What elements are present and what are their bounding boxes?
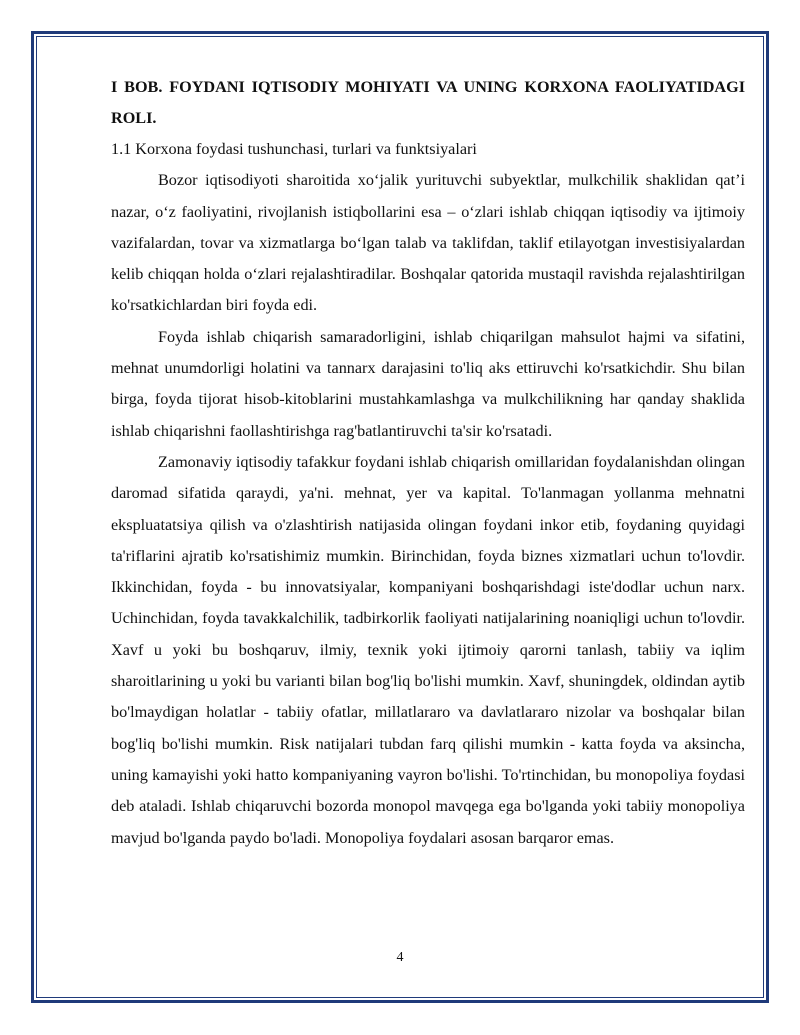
page-number: 4	[396, 950, 404, 965]
paragraph-1: Bozor iqtisodiyoti sharoitida xo‘jalik yurituvchi subyektlar, mulkchilik shaklidan qat’i nazar, o‘z faoliyatini, rivojlanish istiqbollarini esa – o‘zlari ishlab chiqqan iqtisodiy va ijtimoiy vazifalardan, tovar va xizmatlarga bo‘lgan talab va taklifdan, taklif etilayotgan investisiyalardan kelib chiqqan holda o‘zlari rejalashtiradilar. Boshqalar qatorida mustaqil ravishda rejalashtirilgan ko'rsatkichlardan biri foyda edi.	[111, 171, 745, 315]
chapter-title: I BOB. FOYDANI IQTISODIY MOHIYATI VA UNING KORXONA FAOLIYATIDAGI ROLI.	[111, 78, 745, 127]
section-title: 1.1 Korxona foydasi tushunchasi, turlari va funktsiyalari	[111, 140, 477, 158]
page-content	[111, 72, 745, 854]
paragraph-2: Foyda ishlab chiqarish samaradorligini, ishlab chiqarilgan mahsulot hajmi va sifatini, mehnat unumdorligi holatini va tannarx darajasini to'liq aks ettiruvchi ko'rsatkichdir. Shu bilan birga, foyda tijorat hisob-kitoblarini mustahkamlashga va mulkchilikning har qanday shaklida ishlab chiqarishni faollashtirishga rag'batlantiruvchi ta'sir ko'rsatadi.	[111, 327, 745, 440]
paragraph-3: Zamonaviy iqtisodiy tafakkur foydani ishlab chiqarish omillaridan foydalanishdan olingan daromad sifatida qaraydi, ya'ni. mehnat, yer va kapital. To'lanmagan yollanma mehnatni ekspluatatsiya qilish va o'zlashtirish natijasida olingan foydani inkor etib, foydaning quyidagi ta'riflarini ajratib ko'rsatishimiz mumkin. Birinchidan, foyda biznes xizmatlari uchun to'lovdir. Ikkinchidan, foyda - bu innovatsiyalar, kompaniyani boshqarishdagi iste'dodlar uchun narx. Uchinchidan, foyda tavakkalchilik, tadbirkorlik faoliyati natijalarining noaniqligi uchun to'lovdir. Xavf u yoki bu boshqaruv, ilmiy, texnik yoki ijtimoiy qarorni tanlash, tabiiy va iqlim sharoitlarining u yoki bu varianti bilan bog'liq bo'lishi mumkin. Xavf, shuningdek, oldindan aytib bo'lmaydigan holatlar - tabiiy ofatlar, millatlararo va davlatlararo nizolar va boshqalar bilan bog'liq bo'lishi mumkin. Risk natijalari tubdan farq qilishi mumkin - katta foyda va aksincha, uning kamayishi yoki hatto kompaniyaning vayron bo'lishi. To'rtinchidan, bu monopoliya foydasi deb ataladi. Ishlab chiqaruvchi bozorda monopol mavqega ega bo'lganda yoki tabiiy monopoliya mavjud bo'lganda paydo bo'ladi. Monopoliya foydalari asosan barqaror emas.	[111, 452, 745, 847]
